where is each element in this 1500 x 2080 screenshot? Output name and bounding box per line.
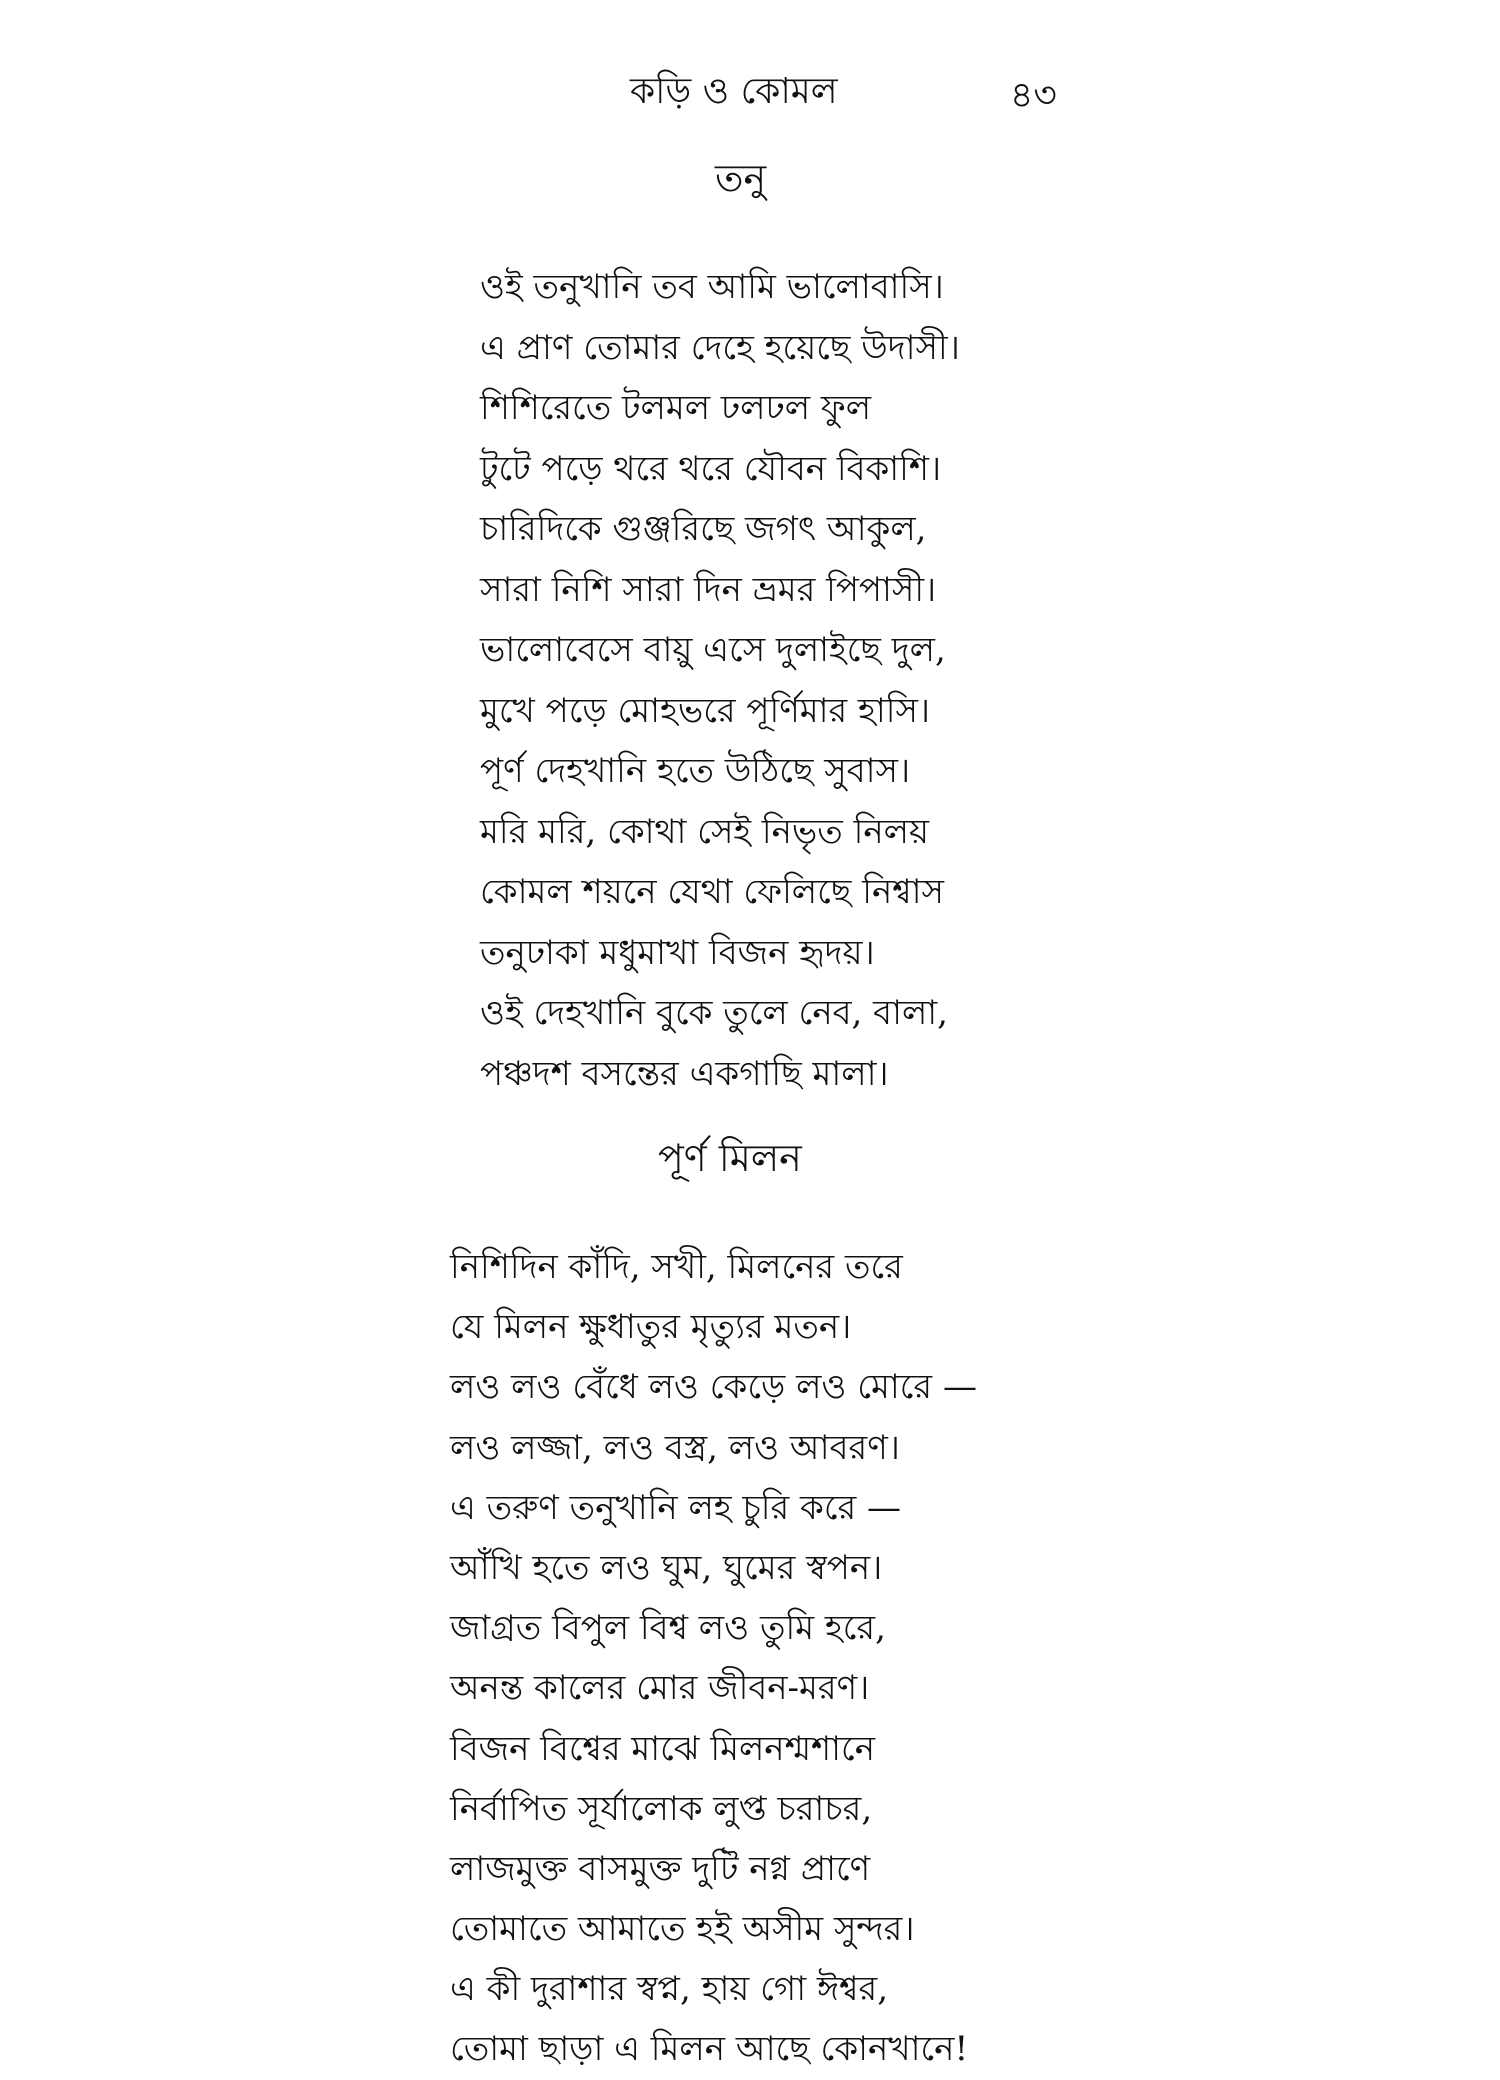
poem-line: নিশিদিন কাঁদি, সখী, মিলনের তরে bbox=[450, 1247, 903, 1287]
poem-line: জাগ্রত বিপুল বিশ্ব লও তুমি হরে, bbox=[450, 1608, 886, 1649]
poem-line: লাজমুক্ত বাসমুক্ত দুটি নগ্ন প্রাণে bbox=[450, 1848, 871, 1889]
poem-title: পূর্ণ মিলন bbox=[658, 1136, 802, 1180]
poem-line: এ প্রাণ তোমার দেহে হয়েছে উদাসী। bbox=[480, 327, 960, 368]
poem-line: শিশিরেতে টলমল ঢলঢল ফুল bbox=[480, 388, 872, 428]
poem-line: ওই তনুখানি তব আমি ভালোবাসি। bbox=[480, 267, 944, 307]
poem-line: যে মিলন ক্ষুধাতুর মৃত্যুর মতন। bbox=[450, 1307, 852, 1348]
poem-line: লও লও বেঁধে লও কেড়ে লও মোরে — bbox=[450, 1367, 977, 1408]
poem-line: ওই দেহখানি বুকে তুলে নেব, বালা, bbox=[480, 993, 948, 1033]
poem-line: পঞ্চদশ বসন্তের একগাছি মালা। bbox=[480, 1053, 889, 1094]
poem-line: সারা নিশি সারা দিন ভ্রমর পিপাসী। bbox=[480, 569, 937, 610]
poem-line: কোমল শয়নে যেথা ফেলিছে নিশ্বাস bbox=[480, 872, 944, 912]
poem-line: মরি মরি, কোথা সেই নিভৃত নিলয় bbox=[480, 811, 929, 852]
poem-line: চারিদিকে গুঞ্জরিছে জগৎ আকুল, bbox=[480, 509, 927, 549]
running-head: কড়ি ও কোমল bbox=[630, 71, 838, 112]
poem-line: পূর্ণ দেহখানি হতে উঠিছে সুবাস। bbox=[480, 751, 911, 791]
poem-line: তোমা ছাড়া এ মিলন আছে কোনখানে! bbox=[450, 2029, 969, 2070]
poem-title: তনু bbox=[715, 156, 767, 200]
poem-line: তনুঢাকা মধুমাখা বিজন হৃদয়। bbox=[480, 932, 875, 973]
poem-line: টুটে পড়ে থরে থরে যৌবন বিকাশি। bbox=[480, 448, 942, 489]
poem-line: বিজন বিশ্বের মাঝে মিলনশ্মশানে bbox=[450, 1728, 875, 1769]
poem-line: নির্বাপিত সূর্যালোক লুপ্ত চরাচর, bbox=[450, 1788, 873, 1829]
poem-line: লও লজ্জা, লও বস্ত্র, লও আবরণ। bbox=[450, 1427, 900, 1468]
poem-line: তোমাতে আমাতে হই অসীম সুন্দর। bbox=[450, 1909, 915, 1950]
page-number: ৪৩ bbox=[1010, 75, 1057, 116]
poem-line: মুখে পড়ে মোহভরে পূর্ণিমার হাসি। bbox=[480, 690, 931, 731]
poem-line: আঁখি হতে লও ঘুম, ঘুমের স্বপন। bbox=[450, 1547, 883, 1588]
poem-line: অনন্ত কালের মোর জীবন-মরণ। bbox=[450, 1668, 870, 1709]
poem-body bbox=[450, 1237, 977, 2080]
poem-line: এ তরুণ তনুখানি লহ চুরি করে — bbox=[450, 1487, 902, 1528]
poem-body bbox=[480, 257, 960, 1104]
poem-line: এ কী দুরাশার স্বপ্ন, হায় গো ঈশ্বর, bbox=[450, 1969, 889, 2010]
poem-line: ভালোবেসে বায়ু এসে দুলাইছে দুল, bbox=[480, 630, 946, 670]
